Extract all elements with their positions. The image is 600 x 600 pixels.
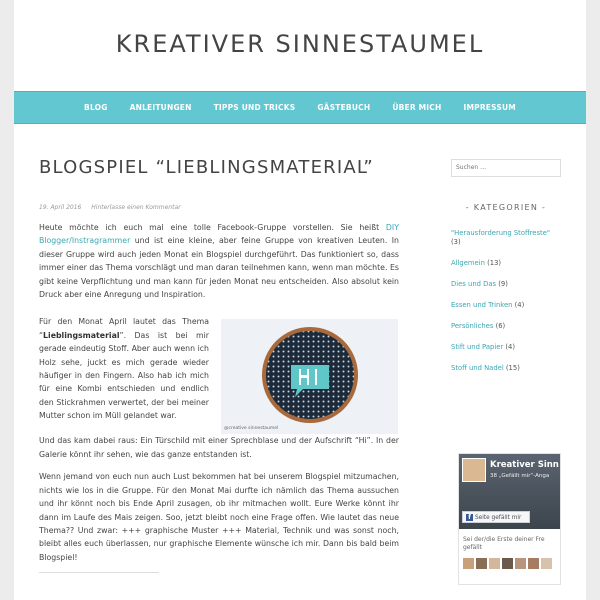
sidebar — [451, 154, 561, 551]
post-title[interactable]: BLOGSPIEL “LIEBLINGSMATERIAL” — [39, 157, 374, 178]
facebook-page-widget[interactable] — [458, 453, 561, 585]
category-count: (4) — [505, 342, 516, 351]
comment-link[interactable]: Hinterlasse einen Kommentar — [91, 204, 181, 211]
facebook-icon: f — [466, 514, 473, 521]
nav-item-gaestebuch[interactable]: GÄSTEBUCH — [317, 103, 371, 112]
category-link[interactable]: Dies und Das — [451, 279, 497, 288]
category-link[interactable]: "Herausforderung Stoffreste" — [451, 228, 550, 237]
facebook-fan-faces — [463, 558, 554, 569]
paragraph-text: ”. Das ist bei mir gerade eindeutig Stoff. Aber auch wenn ich Holz sehe, juckt es mich gerade wieder häufiger in den Fingern. Also hab ich mich für eine Kombi entschieden und endlich den Stickrahmen verwertet, der bei meiner Mutter schon im Müll gelandet war. — [39, 330, 209, 421]
nav-item-anleitungen[interactable]: ANLEITUNGEN — [129, 103, 192, 112]
nav-item-ueber-mich[interactable]: ÜBER MICH — [392, 103, 442, 112]
nav-item-impressum[interactable]: IMPRESSUM — [463, 103, 516, 112]
paragraph-text: und ist eine kleine, aber feine Gruppe von kreativen Leuten. In dieser Gruppe wird auch jeden Monat ein Blogspiel durchgeführt. Das funktioniert so, dass immer einer das Thema vorschlägt und man daran teilnehmen kann, wenn man möchte. Es gibt keine Verpflichtung und man kann für jeden Monat neu entscheiden. Also absolut kein Druck aber eine Anregung und Inspiration. — [39, 236, 399, 300]
main-nav — [14, 91, 586, 124]
image-watermark: @creative sinnestaumel — [224, 426, 279, 432]
post-paragraph: Wenn jemand von euch nun auch Lust bekommen hat bei unserem Blogspiel mitzumachen, nichts wie los in die Gruppe. Für den Monat Mai durfte ich nämlich das Thema aussuchen und ihr könnt noch bis Ende April zusagen, ob ihr mitmachen wollt. Eure Werke könnt ihr dann im Laufe des Mais zeigen. Soo, jetzt bleibt noch eine Frage offen. Wie lautet das neue Thema?? Und zwar: +++ graphische Muster +++ Material, Technik und was sonst noch, bleibt alles euch überlassen, nur graphische Elemente wünsche ich mir. Dann bis bald beim Blogspiel! — [39, 472, 399, 562]
facebook-page-name[interactable]: Kreativer Sinn — [490, 460, 559, 470]
category-count: (6) — [495, 321, 506, 330]
page — [14, 0, 586, 600]
post-content — [39, 157, 399, 573]
site-title[interactable]: KREATIVER SINNESTAUMEL — [115, 30, 485, 58]
fan-avatar[interactable] — [515, 558, 526, 569]
category-count: (9) — [498, 279, 508, 288]
embroidery-hoop-photo[interactable] — [221, 319, 398, 434]
category-link[interactable]: Stoff und Nadel — [451, 363, 504, 372]
post-date[interactable]: 19. April 2016 — [39, 204, 82, 211]
category-count: (3) — [451, 237, 461, 246]
fan-avatar[interactable] — [502, 558, 513, 569]
category-count: (4) — [514, 300, 525, 309]
list-item — [451, 364, 561, 373]
category-count: (15) — [505, 363, 520, 372]
fan-avatar[interactable] — [463, 558, 474, 569]
category-link[interactable]: Essen und Trinken — [451, 300, 513, 309]
category-link[interactable]: Persönliches — [451, 321, 494, 330]
theme-bold: Lieblingsmaterial — [43, 330, 120, 340]
paragraph-text: Für den Monat April lautet das Thema “ — [39, 317, 209, 340]
fan-avatar[interactable] — [528, 558, 539, 569]
category-link[interactable]: Allgemein — [451, 258, 485, 267]
list-item — [451, 280, 561, 289]
hoop-image — [221, 319, 398, 434]
post-paragraph — [39, 315, 209, 422]
list-item — [451, 229, 561, 247]
fan-avatar[interactable] — [541, 558, 552, 569]
category-link[interactable]: Stift und Papier — [451, 342, 504, 351]
nav-item-tipps[interactable]: TIPPS UND TRICKS — [213, 103, 296, 112]
list-item — [451, 322, 561, 331]
categories-title: - KATEGORIEN - — [465, 202, 547, 212]
post-paragraph: Und das kam dabei raus: Ein Türschild mit einer Sprechblase und der Aufschrift “Hi”. In der Galerie könnt ihr sehen, wie das ganze entstanden ist. — [39, 436, 399, 459]
fan-avatar[interactable] — [489, 558, 500, 569]
facebook-friends-text: Sei der/die Erste deiner Fre gefällt — [463, 536, 545, 551]
list-item — [451, 259, 561, 268]
avatar[interactable] — [462, 458, 486, 482]
post-paragraph-with-image — [39, 315, 399, 462]
divider — [39, 572, 159, 573]
post-paragraph — [39, 221, 399, 301]
post-meta — [39, 204, 399, 211]
list-item — [451, 301, 561, 310]
facebook-like-count: 38 „Gefällt mir“-Anga — [490, 473, 550, 479]
category-count: (13) — [487, 258, 502, 267]
list-item — [451, 343, 561, 352]
category-list — [451, 229, 561, 373]
nav-item-blog[interactable]: BLOG — [84, 103, 108, 112]
facebook-like-button[interactable] — [462, 511, 530, 523]
fan-avatar[interactable] — [476, 558, 487, 569]
facebook-like-label: Seite gefällt mir — [475, 515, 522, 521]
paragraph-text: Heute möchte ich euch mal eine tolle Facebook-Gruppe vorstellen. Sie heißt — [39, 223, 386, 232]
search-input[interactable] — [451, 159, 561, 177]
group-link[interactable]: DIY Blogger/Instragrammer — [39, 223, 399, 246]
